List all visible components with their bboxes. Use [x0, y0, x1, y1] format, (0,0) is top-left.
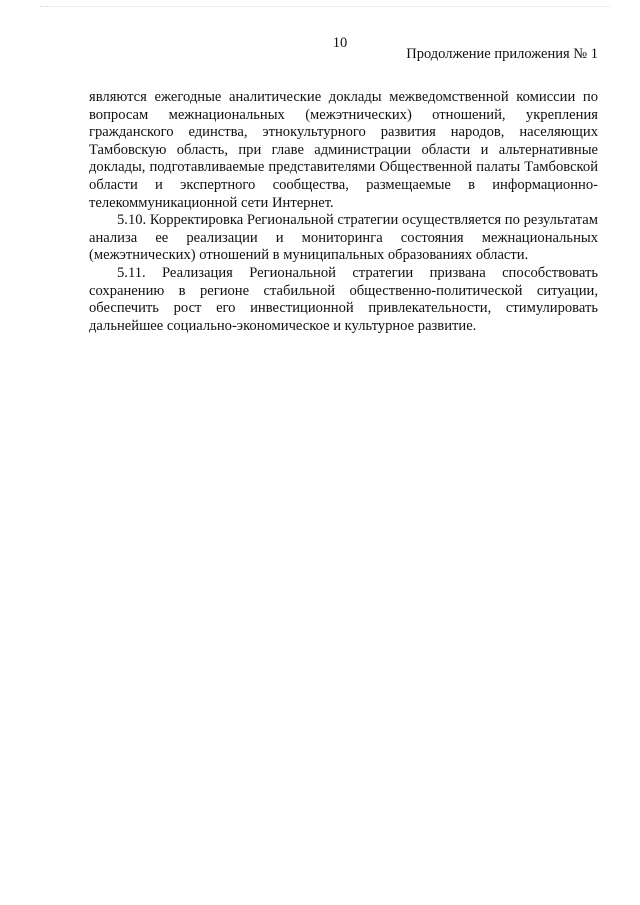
document-body [89, 89, 598, 335]
scan-artifact-dots [40, 6, 610, 11]
paragraph-5-11: 5.11. Реализация Региональной стратегии призвана способствовать сохранению в регионе стабильной общественно-политической ситуации, обеспечить рост его инвестиционной привлекательности, стимулировать дальнейшее социально-экономическое и культурное развитие. [89, 264, 598, 334]
paragraph-continuation: являются ежегодные аналитические доклады межведомственной комиссии по вопросам межнациональных (межэтнических) отношений, укрепления гражданского единства, этнокультурного развития народов, населяющих Тамбовскую область, при главе администрации области и альтернативные доклады, подготавливаемые представителями Общественной палаты Тамбовской области и экспертного сообщества, размещаемые в информационно-телекоммуникационной сети Интернет. [89, 89, 598, 211]
appendix-continuation-note: Продолжение приложения № 1 [406, 46, 598, 62]
paragraph-5-10: 5.10. Корректировка Региональной стратегии осуществляется по результатам анализа ее реализации и мониторинга состояния межнациональных (межэтнических) отношений в муниципальных образованиях области. [89, 212, 598, 264]
page-number: 10 [332, 35, 348, 51]
